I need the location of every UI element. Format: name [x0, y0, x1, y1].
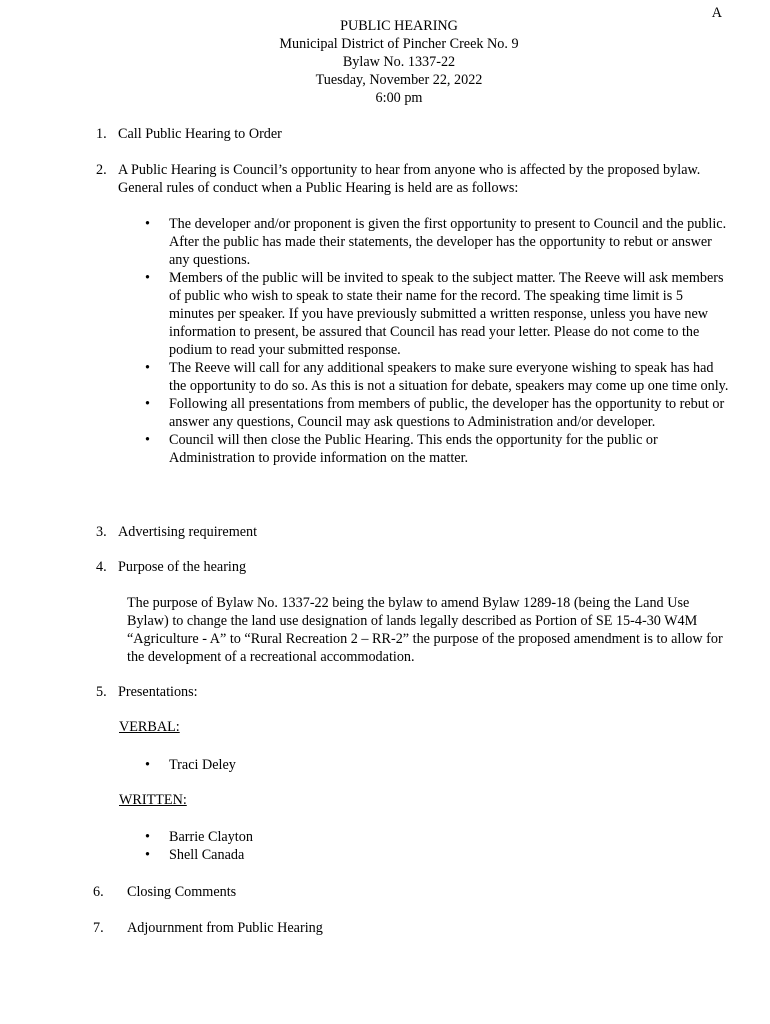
header-bylaw: Bylaw No. 1337-22	[342, 54, 456, 70]
agenda-item	[93, 883, 733, 901]
list-item: • Traci Deley	[141, 756, 731, 774]
item-text: Advertising requirement	[118, 524, 258, 540]
header-time: 6:00 pm	[375, 90, 423, 106]
item-text: Purpose of the hearing	[118, 559, 247, 575]
item-text: Call Public Hearing to Order	[118, 126, 282, 142]
document-header	[28, 17, 770, 107]
item-text: Adjournment from Public Hearing	[127, 920, 323, 936]
header-date: Tuesday, November 22, 2022	[315, 72, 483, 88]
item-text: Closing Comments	[127, 884, 237, 900]
agenda-item	[96, 558, 736, 576]
item-text: A Public Hearing is Council’s opportunity to hear from anyone who is affected by the proposed bylaw. General rules of conduct when a Public Hearing is held are as follows:	[118, 162, 701, 196]
list-item: • Council will then close the Public Hearing. This ends the opportunity for the public or Administration to provide information on the matter.	[141, 431, 731, 467]
header-organization: Municipal District of Pincher Creek No. 9	[279, 36, 519, 52]
agenda-item	[96, 125, 736, 143]
item-number: 2.	[96, 162, 107, 178]
list-item: • The developer and/or proponent is given the first opportunity to present to Council and the public. After the public has made their statements, the developer has the opportunity to rebut or answer any questions.	[141, 215, 731, 269]
verbal-heading: VERBAL:	[119, 719, 180, 735]
agenda-item	[96, 161, 706, 197]
header-title: PUBLIC HEARING	[340, 18, 458, 34]
written-heading: WRITTEN:	[119, 792, 187, 808]
agenda-item	[96, 523, 736, 541]
list-item: • Following all presentations from members of public, the developer has the opportunity to rebut or answer any questions, Council may ask questions to Administration and/or developer.	[141, 395, 731, 431]
item-number: 3.	[96, 524, 107, 540]
rules-list	[141, 215, 731, 467]
list-item: • Barrie Clayton	[141, 828, 731, 846]
agenda-item	[96, 683, 736, 701]
item-number: 6.	[93, 884, 104, 900]
written-list	[141, 828, 731, 864]
purpose-paragraph: The purpose of Bylaw No. 1337-22 being the bylaw to amend Bylaw 1289-18 (being the Land Use Bylaw) to change the land use designation of lands legally described as Portion of SE 15-4-30 W4M “Agriculture - A” to “Rural Recreation 2 – RR-2” the purpose of the proposed amendment is to allow for the development of a recreational accommodation.	[127, 595, 723, 665]
item-number: 5.	[96, 684, 107, 700]
item-number: 4.	[96, 559, 107, 575]
item-text: Presentations:	[118, 684, 198, 700]
list-item: • Shell Canada	[141, 846, 731, 864]
item-number: 1.	[96, 126, 107, 142]
agenda-item	[93, 919, 733, 937]
page-letter: A	[711, 5, 722, 21]
list-item: • Members of the public will be invited to speak to the subject matter. The Reeve will ask members of public who wish to speak to state their name for the record. The speaking time limit is 5 minutes per speaker. If you have previously submitted a written response, unless you have new information to present, be assured that Council has read your letter. Please do not come to the podium to read your submitted response.	[141, 269, 731, 359]
list-item: • The Reeve will call for any additional speakers to make sure everyone wishing to speak has had the opportunity to do so. As this is not a situation for debate, speakers may come up one time only.	[141, 359, 731, 395]
item-number: 7.	[93, 920, 104, 936]
verbal-list	[141, 756, 731, 774]
